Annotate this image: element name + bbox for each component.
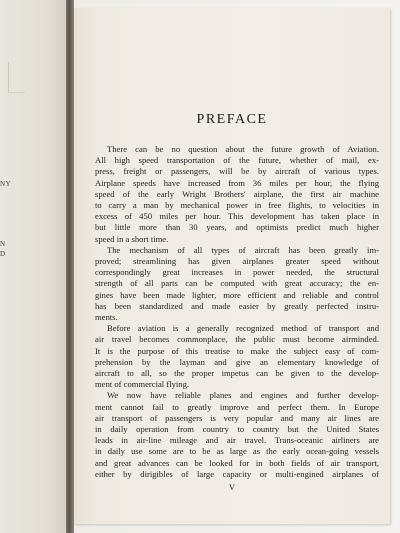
left-page-edge (0, 0, 67, 533)
text-line: air travel becomes commonplace, the public must become airminded. (95, 334, 379, 345)
book-gutter (66, 0, 74, 533)
text-line: gines have been made lighter, more efficient and reliable and control (95, 289, 379, 300)
text-line: ment cannot fail to greatly improve and perfect them. In Europe (95, 401, 379, 412)
text-line: either by dirigibles of large capacity or multi-engined airplanes of (95, 468, 379, 479)
text-line: leads in air-line mileage and air travel. Trans-oceanic airliners are (95, 435, 379, 446)
paragraph (95, 323, 379, 390)
body-text (95, 144, 379, 480)
left-page-fragment: N (0, 240, 6, 248)
text-line: proved; streamlining has given airplanes greater speed without (95, 256, 379, 267)
left-page-fragment: D (0, 250, 6, 258)
text-line: It is the purpose of this treatise to make the subject easy of com- (95, 345, 379, 356)
text-line: but little more than 30 years, and optimists predict much higher (95, 222, 379, 233)
text-line: ments. (95, 312, 118, 323)
text-line: air transport of passengers is very popular and many air lines are (95, 412, 379, 423)
text-line: excess of 450 miles per hour. This development has taken place in (95, 211, 379, 222)
text-line: We now have reliable planes and engines and further develop- (107, 390, 379, 401)
text-line: ment of commercial flying. (95, 379, 190, 390)
text-line: has been standardized and made easier by greatly perfected instru- (95, 300, 379, 311)
text-line: speed of the early Wright Brothers' airplane, the first air machine (95, 188, 379, 199)
book-page (74, 8, 390, 524)
text-line: All high speed transportation of the future, whether of mail, ex- (95, 155, 379, 166)
left-page-fragment: NY (0, 180, 12, 188)
text-line: and great advances can be looked for in both fields of air transport, (95, 457, 379, 468)
text-line: Airplane speeds have increased from 36 miles per hour, the flying (95, 177, 379, 188)
text-line: The mechanism of all types of aircraft has been greatly im- (107, 244, 379, 255)
page-number: V (228, 482, 236, 492)
text-line: Before aviation is a generally recognized method of transport and (107, 323, 379, 334)
paragraph (95, 390, 379, 480)
text-line: aircraft to all, so the proper impetus can be given to the develop- (95, 368, 379, 379)
paragraph (95, 144, 379, 245)
text-line: in daily use some are to be as large as the early ocean-going vessels (95, 446, 379, 457)
text-line: to carry a man by mechanical power in free flights, to velocities in (95, 200, 379, 211)
text-line: in daily operation from country to country but the United States (95, 424, 379, 435)
text-line: speed in a short time. (95, 233, 169, 244)
page-title: PREFACE (196, 112, 268, 127)
text-line: strength of all parts can be computed with great accuracy; the en- (95, 278, 379, 289)
text-line: press, freight or passengers, will be by aircraft of various types. (95, 166, 379, 177)
left-page-mark (8, 62, 25, 93)
text-line: prehension by the layman and give an elementary knowledge of (95, 356, 379, 367)
text-line: There can be no question about the future growth of Aviation. (107, 144, 379, 154)
text-line: correspondingly great increases in power needed, the structural (95, 267, 379, 278)
paragraph (95, 245, 379, 323)
